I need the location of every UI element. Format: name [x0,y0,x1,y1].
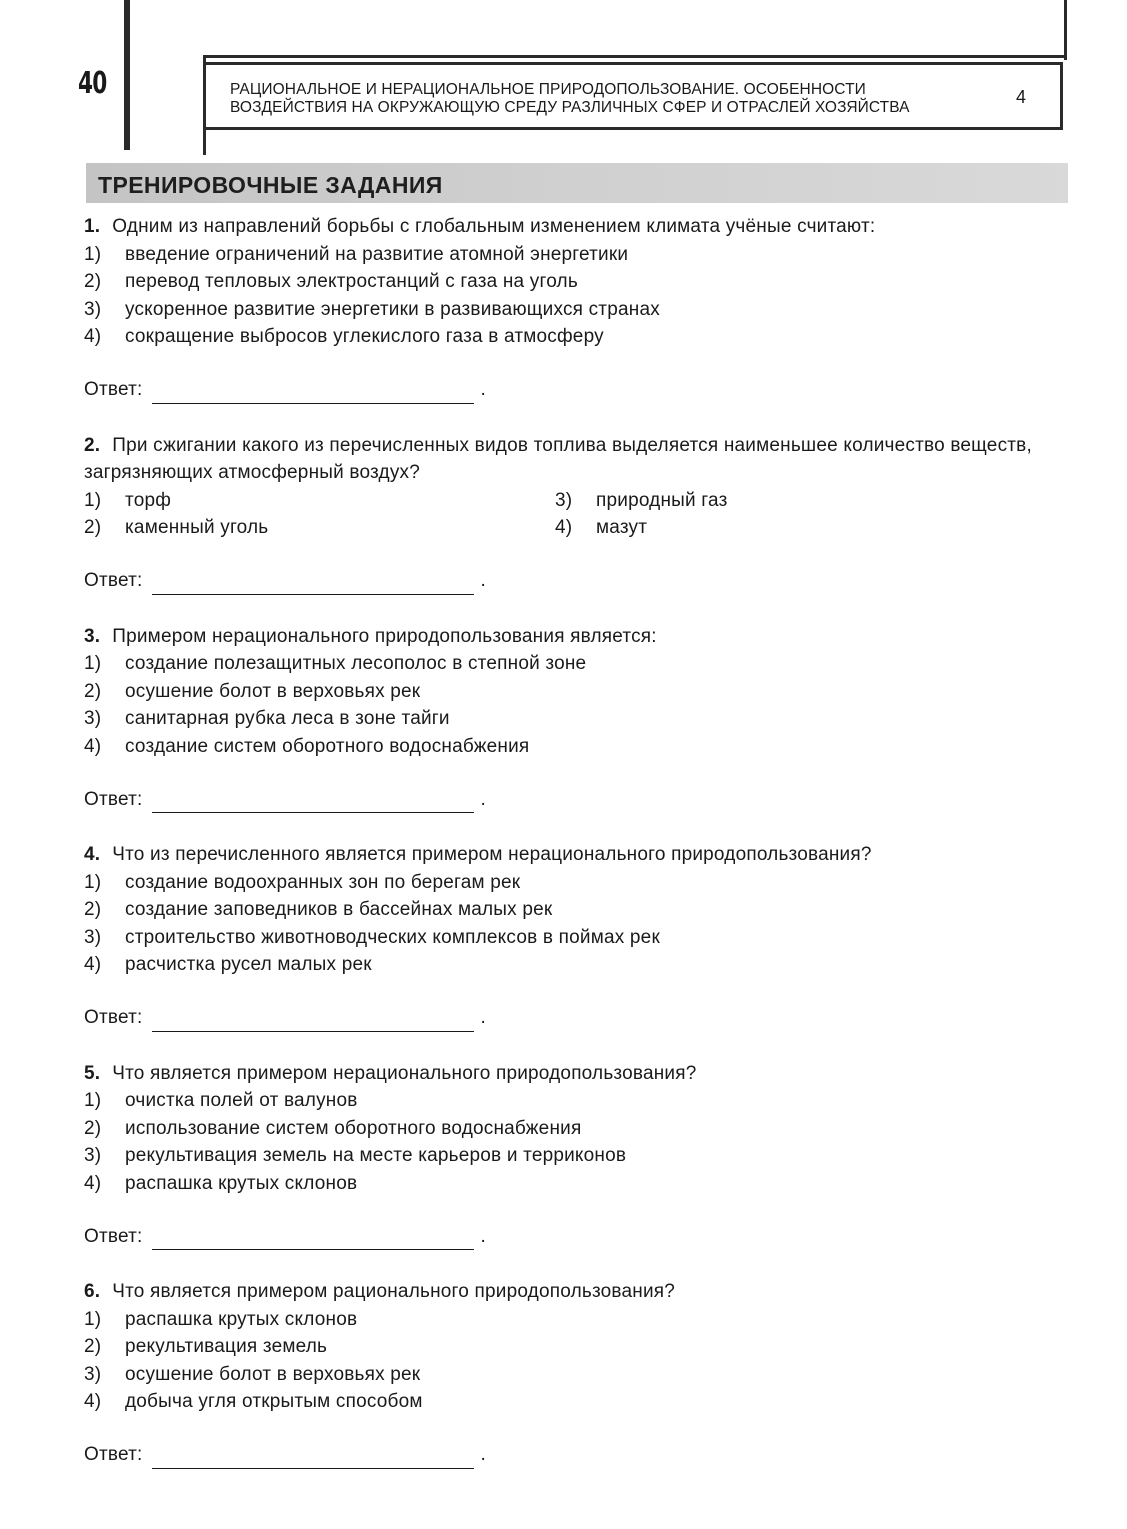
chapter-title [230,81,990,117]
answer-option [84,733,1074,761]
question-text [84,623,1074,651]
answer-label: Ответ: [84,1225,143,1247]
option-number: 4) [555,517,573,538]
question-prompt: Одним из направлений борьбы с глобальным изменением климата учёные считают: [112,216,876,237]
question-text [84,213,1074,241]
question-2 [84,432,1074,595]
chapter-title-line-1: РАЦИОНАЛЬНОЕ И НЕРАЦИОНАЛЬНОЕ ПРИРОДОПОЛЬЗОВАНИЕ. ОСОБЕННОСТИ [230,81,866,98]
answer-line [84,1223,1074,1250]
answer-option [84,1115,1074,1143]
option-number: 4) [84,1172,102,1194]
option-text: санитарная рубка леса в зоне тайги [125,708,450,729]
option-number: 2) [84,1117,102,1139]
answer-option [84,1087,1074,1115]
answer-option [84,650,1074,678]
left-vertical-rule [124,0,130,150]
option-number: 2) [84,899,102,920]
question-text [84,841,1074,869]
option-text: сокращение выбросов углекислого газа в атмосферу [125,326,604,347]
answer-option [84,924,1074,952]
option-number: 4) [84,954,102,975]
question-number: 1. [84,216,101,237]
question-number: 2. [84,434,101,456]
question-number: 4. [84,844,101,865]
option-text: ускоренное развитие энергетики в развивающихся странах [125,298,660,320]
option-text: перевод тепловых электростанций с газа на уголь [125,271,578,292]
option-number: 2) [84,1336,102,1357]
answer-label: Ответ: [84,1007,143,1028]
questions-list [84,213,1074,1497]
answer-option [84,487,555,515]
section-title: ТРЕНИРОВОЧНЫЕ ЗАДАНИЯ [98,172,443,198]
question-5 [84,1060,1074,1251]
answer-option [84,1142,1074,1170]
answer-blank[interactable] [152,383,474,404]
page-number: 40 [78,66,107,101]
option-text: рекультивация земель на месте карьеров и терриконов [125,1145,627,1166]
question-1 [84,213,1074,404]
option-text: строительство животноводческих комплексов в поймах рек [125,926,660,948]
option-number: 2) [84,271,102,292]
question-prompt: При сжигании какого из перечисленных видов топлива выделяется наименьшее количество веществ, загрязняющих атмосферный воздух? [84,434,1032,483]
option-number: 3) [84,926,102,948]
answer-label: Ответ: [84,1444,143,1465]
option-number: 1) [84,489,102,511]
option-number: 3) [84,1145,102,1166]
answer-end: . [480,1007,486,1028]
option-text: природный газ [596,489,728,511]
option-number: 1) [84,1308,102,1330]
option-number: 2) [84,517,102,538]
answer-option [84,678,1074,706]
option-text: торф [125,489,172,511]
answer-label: Ответ: [84,788,143,810]
option-number: 3) [84,1363,102,1385]
answer-blank[interactable] [152,574,474,595]
answer-option [84,241,1074,269]
answer-option [84,951,1074,979]
option-text: создание водоохранных зон по берегам рек [125,871,521,893]
answer-option [84,1170,1074,1198]
option-text: осушение болот в верховьях рек [125,680,421,702]
option-number: 1) [84,1090,102,1111]
option-text: создание полезащитных лесополос в степной зоне [125,653,587,674]
option-text: распашка крутых склонов [125,1308,358,1330]
question-number: 5. [84,1062,101,1084]
answer-label: Ответ: [84,379,143,400]
answer-option [84,896,1074,924]
answer-end: . [480,788,486,810]
option-number: 3) [555,489,573,511]
option-text: создание систем оборотного водоснабжения [125,735,530,757]
question-text [84,1278,1074,1306]
answer-option [84,1388,1074,1416]
answer-line [84,377,1074,404]
answer-option [84,1361,1074,1389]
option-number: 4) [84,326,102,347]
question-6 [84,1278,1074,1469]
question-4 [84,841,1074,1032]
answer-end: . [480,1444,486,1465]
chapter-title-line-2: ВОЗДЕЙСТВИЯ НА ОКРУЖАЮЩУЮ СРЕДУ РАЗЛИЧНЫХ СФЕР И ОТРАСЛЕЙ ХОЗЯЙСТВА [230,99,910,116]
question-number: 3. [84,625,101,647]
answer-option [84,268,1074,296]
answer-option [84,514,555,542]
option-text: очистка полей от валунов [125,1090,358,1111]
question-prompt: Что является примером рационального природопользования? [112,1281,676,1302]
question-3 [84,623,1074,814]
answer-blank[interactable] [152,792,474,813]
option-text: каменный уголь [125,517,269,538]
option-text: введение ограничений на развитие атомной энергетики [125,243,629,265]
option-number: 1) [84,653,102,674]
option-number: 1) [84,871,102,893]
option-text: осушение болот в верховьях рек [125,1363,421,1385]
option-number: 4) [84,735,102,757]
option-text: мазут [596,517,648,538]
answer-option [84,1333,1074,1361]
right-vertical-rule [1064,0,1067,60]
question-prompt: Что является примером нерационального природопользования? [112,1062,697,1084]
header-top-rule [203,55,1067,58]
answer-line [84,1005,1074,1032]
answer-line [84,1442,1074,1469]
answer-option [555,487,1074,515]
answer-option [84,323,1074,351]
option-number: 3) [84,708,102,729]
question-number: 6. [84,1281,101,1302]
option-number: 2) [84,680,102,702]
answer-options-grid [84,487,1074,542]
answer-label: Ответ: [84,570,143,591]
option-text: рекультивация земель [125,1336,328,1357]
answer-blank[interactable] [152,1011,474,1032]
question-text [84,1060,1074,1088]
option-number: 1) [84,243,102,265]
option-text: распашка крутых склонов [125,1172,358,1194]
option-number: 4) [84,1391,102,1412]
answer-line [84,568,1074,595]
answer-option [84,705,1074,733]
answer-end: . [480,1225,486,1247]
answer-option [555,514,1074,542]
answer-option [84,869,1074,897]
answer-option [84,296,1074,324]
answer-end: . [480,379,486,400]
answer-end: . [480,570,486,591]
question-prompt: Примером нерационального природопользования является: [112,625,657,647]
answer-line [84,786,1074,813]
option-text: расчистка русел малых рек [125,954,372,975]
option-text: использование систем оборотного водоснабжения [125,1117,582,1139]
question-prompt: Что из перечисленного является примером нерационального природопользования? [112,844,872,865]
answer-blank[interactable] [152,1448,474,1469]
answer-blank[interactable] [152,1229,474,1250]
question-text [84,432,1074,487]
option-text: добыча угля открытым способом [125,1391,423,1412]
option-number: 3) [84,298,102,320]
section-number: 4 [1015,87,1026,107]
option-text: создание заповедников в бассейнах малых рек [125,899,553,920]
section-heading-band [86,163,1068,203]
chapter-header [203,62,1063,130]
answer-option [84,1306,1074,1334]
